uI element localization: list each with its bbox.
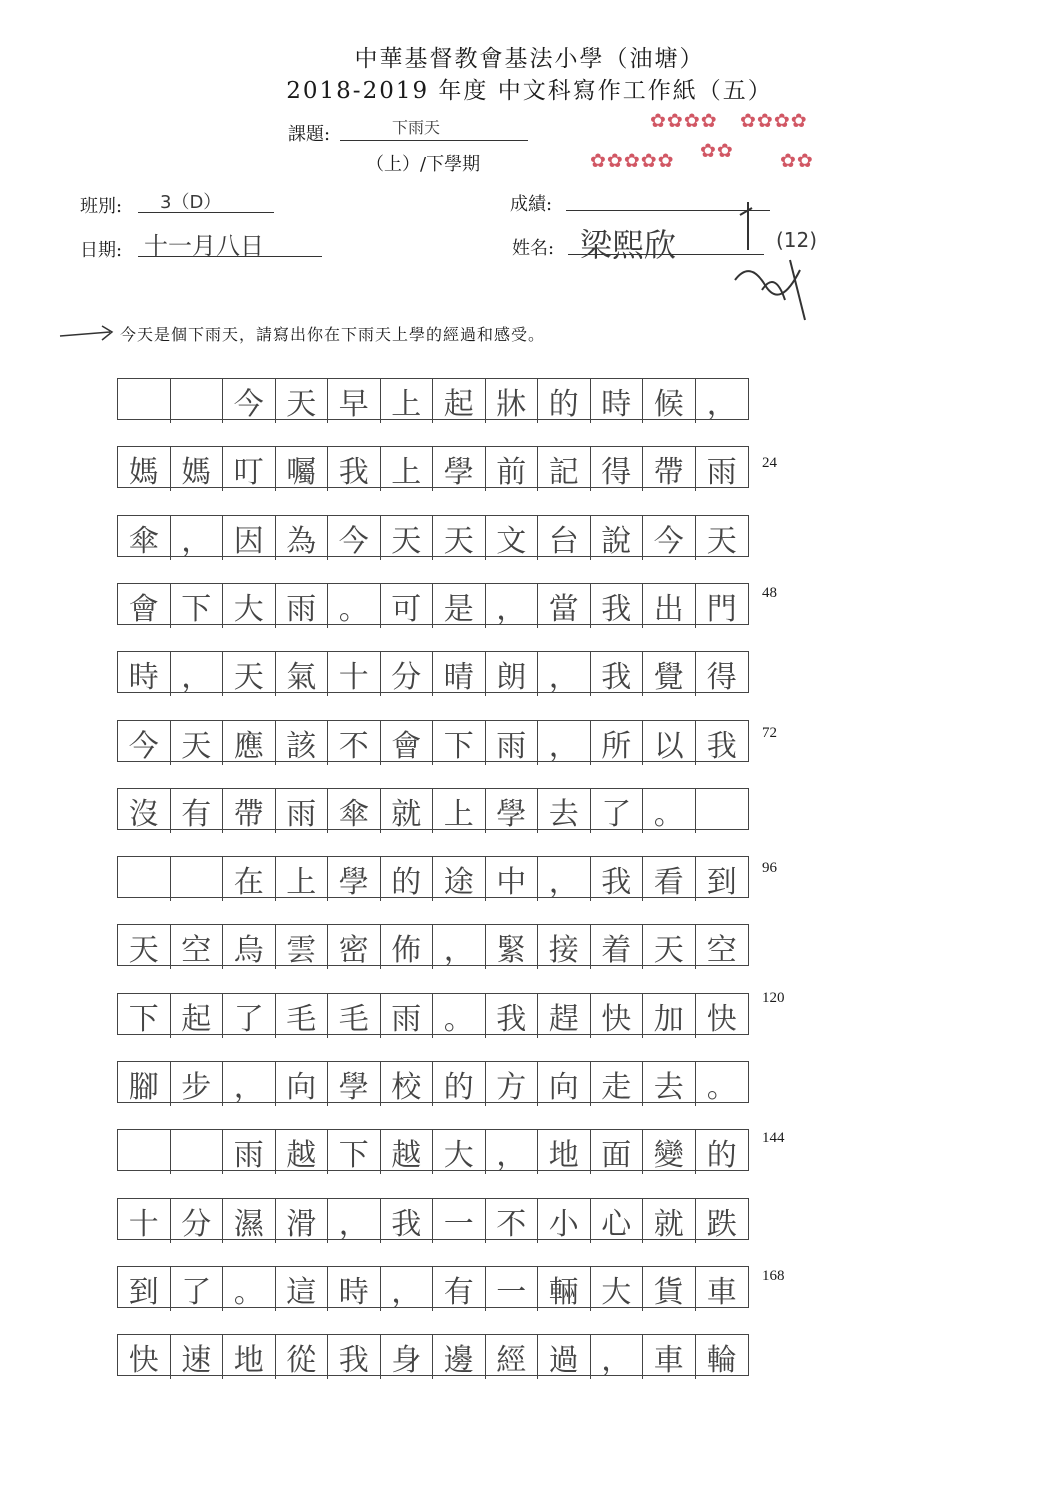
grid-cell: 今 <box>328 516 381 560</box>
row-count: 24 <box>762 455 777 471</box>
grid-cell: 下 <box>433 721 486 765</box>
grid-cell: 我 <box>591 584 644 628</box>
grid-row <box>117 1198 749 1240</box>
class-label: 班別: <box>80 196 123 217</box>
grid-cell: 的 <box>433 1062 486 1106</box>
grid-cell: 。 <box>223 1267 276 1311</box>
grid-cell: 有 <box>171 789 224 833</box>
star-stamp: ✿✿ <box>780 150 814 172</box>
grid-cell: 了 <box>591 789 644 833</box>
grid-cell: ， <box>381 1267 434 1311</box>
grid-cell: ， <box>486 1130 539 1174</box>
grid-cell: 文 <box>486 516 539 560</box>
star-stamp: ✿✿✿✿ <box>740 110 808 132</box>
grid-cell: 今 <box>118 721 171 765</box>
grid-cell: 時 <box>591 379 644 423</box>
grid-cell: 學 <box>328 857 381 901</box>
grid-cell: ， <box>223 1062 276 1106</box>
grid-cell: 跌 <box>706 1207 737 1242</box>
grid-cell: 氣 <box>276 652 329 696</box>
grid-cell: 從 <box>276 1335 329 1379</box>
grid-cell: 今 <box>643 516 696 560</box>
grid-row <box>117 1129 749 1171</box>
grid-row <box>117 720 749 762</box>
worksheet-title: 2018-2019 年度 中文科寫作工作紙（五） <box>286 78 773 104</box>
grid-cell: 時 <box>328 1267 381 1311</box>
name-value: 梁熙欣 <box>580 226 677 264</box>
grid-cell: 傘 <box>328 789 381 833</box>
grid-cell: 說 <box>591 516 644 560</box>
grid-cell: 雨 <box>276 789 329 833</box>
grid-cell: 去 <box>643 1062 696 1106</box>
grid-cell: 就 <box>381 789 434 833</box>
grid-cell: 的 <box>538 379 591 423</box>
grid-cell: 學 <box>486 789 539 833</box>
grid-cell: 雲 <box>276 925 329 969</box>
grid-cell: 地 <box>538 1130 591 1174</box>
grid-cell: 越 <box>381 1130 434 1174</box>
grid-cell: 我 <box>706 729 737 764</box>
grid-cell: 小 <box>538 1199 591 1243</box>
grid-cell: 快 <box>706 1002 737 1037</box>
grid-cell: 經 <box>486 1335 539 1379</box>
teacher-mark <box>690 190 820 340</box>
grid-cell: 天 <box>223 652 276 696</box>
grid-cell: 是 <box>433 584 486 628</box>
grid-cell: 大 <box>223 584 276 628</box>
grid-cell: 下 <box>171 584 224 628</box>
grid-cell: 身 <box>381 1335 434 1379</box>
grid-cell: 空 <box>171 925 224 969</box>
grid-cell: 我 <box>486 994 539 1038</box>
score-note: (12) <box>776 228 818 252</box>
grid-cell: 以 <box>643 721 696 765</box>
grid-cell: 朗 <box>486 652 539 696</box>
grid-cell <box>118 857 171 901</box>
grid-row <box>117 378 749 420</box>
grid-cell: 接 <box>538 925 591 969</box>
grid-cell: 傘 <box>118 516 171 560</box>
grid-cell: ， <box>328 1199 381 1243</box>
grid-cell: 步 <box>171 1062 224 1106</box>
term-line: （上）/下學期 <box>366 154 481 175</box>
grid-cell <box>118 1130 171 1174</box>
grid-cell: 該 <box>276 721 329 765</box>
grid-cell: 前 <box>486 447 539 491</box>
row-count: 72 <box>762 725 777 741</box>
arrow-icon <box>58 322 118 346</box>
grid-cell: 天 <box>381 516 434 560</box>
grid-cell: ， <box>171 516 224 560</box>
grid-cell: 輪 <box>706 1343 737 1378</box>
grid-cell: 大 <box>591 1267 644 1311</box>
grid-cell: 趕 <box>538 994 591 1038</box>
grid-cell: 起 <box>171 994 224 1038</box>
grid-cell: ， <box>486 584 539 628</box>
grid-cell: 。 <box>643 789 696 833</box>
grid-cell: 雨 <box>381 994 434 1038</box>
grid-cell: 起 <box>433 379 486 423</box>
grid-cell: 大 <box>433 1130 486 1174</box>
star-stamp: ✿✿✿✿✿ <box>590 150 675 172</box>
grid-cell: 雨 <box>486 721 539 765</box>
date-label: 日期: <box>80 240 123 261</box>
grid-cell <box>171 379 224 423</box>
grid-cell <box>171 1130 224 1174</box>
grid-cell: 越 <box>276 1130 329 1174</box>
grid-cell: 天 <box>706 524 737 559</box>
grid-cell: ， <box>591 1335 644 1379</box>
grid-cell: 學 <box>433 447 486 491</box>
grid-cell: 囑 <box>276 447 329 491</box>
grid-cell: 貨 <box>643 1267 696 1311</box>
grid-cell: 車 <box>643 1335 696 1379</box>
grid-cell: 帶 <box>223 789 276 833</box>
grid-row <box>117 651 749 693</box>
grid-cell: 向 <box>538 1062 591 1106</box>
row-count: 144 <box>762 1130 785 1146</box>
grid-cell: 媽 <box>171 447 224 491</box>
grid-cell <box>118 379 171 423</box>
grid-cell: 滑 <box>276 1199 329 1243</box>
grid-cell: 快 <box>118 1335 171 1379</box>
grid-cell: 。 <box>706 1070 737 1105</box>
grid-cell: 車 <box>706 1275 737 1310</box>
grid-cell: 學 <box>328 1062 381 1106</box>
writing-prompt: 今天是個下雨天，請寫出你在下雨天上學的經過和感受。 <box>120 325 546 344</box>
grid-cell: 叮 <box>223 447 276 491</box>
grid-cell: 雨 <box>223 1130 276 1174</box>
grid-cell: 速 <box>171 1335 224 1379</box>
grid-cell: 烏 <box>223 925 276 969</box>
grid-cell: 分 <box>381 652 434 696</box>
topic-label: 課題: <box>288 124 331 145</box>
grid-cell: 的 <box>381 857 434 901</box>
grid-cell: 媽 <box>118 447 171 491</box>
star-stamp: ✿✿✿✿ <box>650 110 718 132</box>
grid-cell: 上 <box>433 789 486 833</box>
grid-cell: 今 <box>223 379 276 423</box>
grid-cell: ， <box>538 857 591 901</box>
grid-cell: 天 <box>276 379 329 423</box>
grid-cell: 帶 <box>643 447 696 491</box>
grid-cell: 下 <box>328 1130 381 1174</box>
grid-row <box>117 583 749 625</box>
grid-cell: 當 <box>538 584 591 628</box>
grid-cell: 加 <box>643 994 696 1038</box>
grid-cell: 向 <box>276 1062 329 1106</box>
grid-cell: 晴 <box>433 652 486 696</box>
grid-cell: 佈 <box>381 925 434 969</box>
grid-cell: 校 <box>381 1062 434 1106</box>
grid-cell: 為 <box>276 516 329 560</box>
grid-cell: 緊 <box>486 925 539 969</box>
grid-cell: 下 <box>118 994 171 1038</box>
grid-cell: 天 <box>118 925 171 969</box>
grid-cell: 上 <box>381 379 434 423</box>
grid-cell: 了 <box>171 1267 224 1311</box>
grid-cell: 雨 <box>706 455 737 490</box>
row-count: 120 <box>762 990 785 1006</box>
grid-cell: 覺 <box>643 652 696 696</box>
grid-cell: 輛 <box>538 1267 591 1311</box>
grid-cell: 有 <box>433 1267 486 1311</box>
grid-cell: 走 <box>591 1062 644 1106</box>
grid-row <box>117 446 749 488</box>
grid-cell: 毛 <box>328 994 381 1038</box>
grid-cell: 空 <box>706 933 737 968</box>
grid-cell: 會 <box>381 721 434 765</box>
star-stamp: ✿✿ <box>700 140 734 162</box>
grid-cell: 記 <box>538 447 591 491</box>
grid-row <box>117 1334 749 1376</box>
grid-cell: 十 <box>118 1199 171 1243</box>
grid-cell: 十 <box>328 652 381 696</box>
grade-label: 成績: <box>510 194 553 215</box>
grid-cell: ， <box>538 721 591 765</box>
grid-cell: 毛 <box>276 994 329 1038</box>
grid-cell: 的 <box>706 1138 737 1173</box>
grid-cell: 沒 <box>118 789 171 833</box>
grid-cell: 可 <box>381 584 434 628</box>
grid-cell: ， <box>706 387 737 422</box>
grid-cell: 得 <box>706 660 737 695</box>
grid-cell: 我 <box>381 1199 434 1243</box>
grid-cell: 時 <box>118 652 171 696</box>
grid-row <box>117 515 749 557</box>
grid-cell: 心 <box>591 1199 644 1243</box>
grid-row <box>117 788 749 830</box>
grid-cell: 一 <box>486 1267 539 1311</box>
grid-cell: 方 <box>486 1062 539 1106</box>
row-count: 48 <box>762 585 777 601</box>
grid-cell: 我 <box>328 1335 381 1379</box>
grid-cell: 所 <box>591 721 644 765</box>
date-value: 十一月八日 <box>144 232 264 260</box>
grid-cell: 在 <box>223 857 276 901</box>
grid-cell: 密 <box>328 925 381 969</box>
row-count: 168 <box>762 1268 785 1284</box>
grid-cell: 門 <box>706 592 737 627</box>
grid-cell: 分 <box>171 1199 224 1243</box>
grid-cell: ， <box>538 652 591 696</box>
grid-cell: 途 <box>433 857 486 901</box>
grid-cell: 早 <box>328 379 381 423</box>
grid-cell: 快 <box>591 994 644 1038</box>
grid-cell: 面 <box>591 1130 644 1174</box>
grid-cell <box>696 789 749 833</box>
grid-cell: 天 <box>171 721 224 765</box>
school-title: 中華基督教會基法小學（油塘） <box>354 46 705 72</box>
grid-cell: 我 <box>591 652 644 696</box>
grid-cell: 應 <box>223 721 276 765</box>
grid-cell: 雨 <box>276 584 329 628</box>
grid-cell: 中 <box>486 857 539 901</box>
grid-cell: 腳 <box>118 1062 171 1106</box>
grid-cell: 這 <box>276 1267 329 1311</box>
grid-cell: 我 <box>328 447 381 491</box>
grid-cell: ， <box>433 925 486 969</box>
grid-row <box>117 856 749 898</box>
grid-cell: 不 <box>486 1199 539 1243</box>
grid-cell: 到 <box>706 865 737 900</box>
grid-cell: 得 <box>591 447 644 491</box>
grid-row <box>117 924 749 966</box>
grid-cell: 。 <box>433 994 486 1038</box>
grid-cell: 到 <box>118 1267 171 1311</box>
grid-cell: 我 <box>591 857 644 901</box>
grid-cell: ， <box>171 652 224 696</box>
grid-cell: 因 <box>223 516 276 560</box>
grid-cell: 着 <box>591 925 644 969</box>
grid-cell: 邊 <box>433 1335 486 1379</box>
grid-cell: 就 <box>643 1199 696 1243</box>
grid-cell: 。 <box>328 584 381 628</box>
grid-cell: 變 <box>643 1130 696 1174</box>
grid-cell: 上 <box>276 857 329 901</box>
grid-cell: 濕 <box>223 1199 276 1243</box>
grid-cell: 候 <box>643 379 696 423</box>
grid-cell: 一 <box>433 1199 486 1243</box>
grid-cell: 了 <box>223 994 276 1038</box>
name-label: 姓名: <box>512 238 555 259</box>
grid-cell: 過 <box>538 1335 591 1379</box>
class-value: 3（D） <box>160 192 222 213</box>
grid-cell: 天 <box>433 516 486 560</box>
grid-cell: 天 <box>643 925 696 969</box>
topic-value: 下雨天 <box>392 118 441 137</box>
grid-cell: 牀 <box>486 379 539 423</box>
grid-cell <box>171 857 224 901</box>
grid-cell: 出 <box>643 584 696 628</box>
grid-row <box>117 1266 749 1308</box>
row-count: 96 <box>762 860 777 876</box>
grid-cell: 台 <box>538 516 591 560</box>
grid-cell: 會 <box>118 584 171 628</box>
grid-row <box>117 993 749 1035</box>
grid-row <box>117 1061 749 1103</box>
grid-cell: 上 <box>381 447 434 491</box>
grid-cell: 地 <box>223 1335 276 1379</box>
grid-cell: 看 <box>643 857 696 901</box>
grid-cell: 去 <box>538 789 591 833</box>
grid-cell: 不 <box>328 721 381 765</box>
